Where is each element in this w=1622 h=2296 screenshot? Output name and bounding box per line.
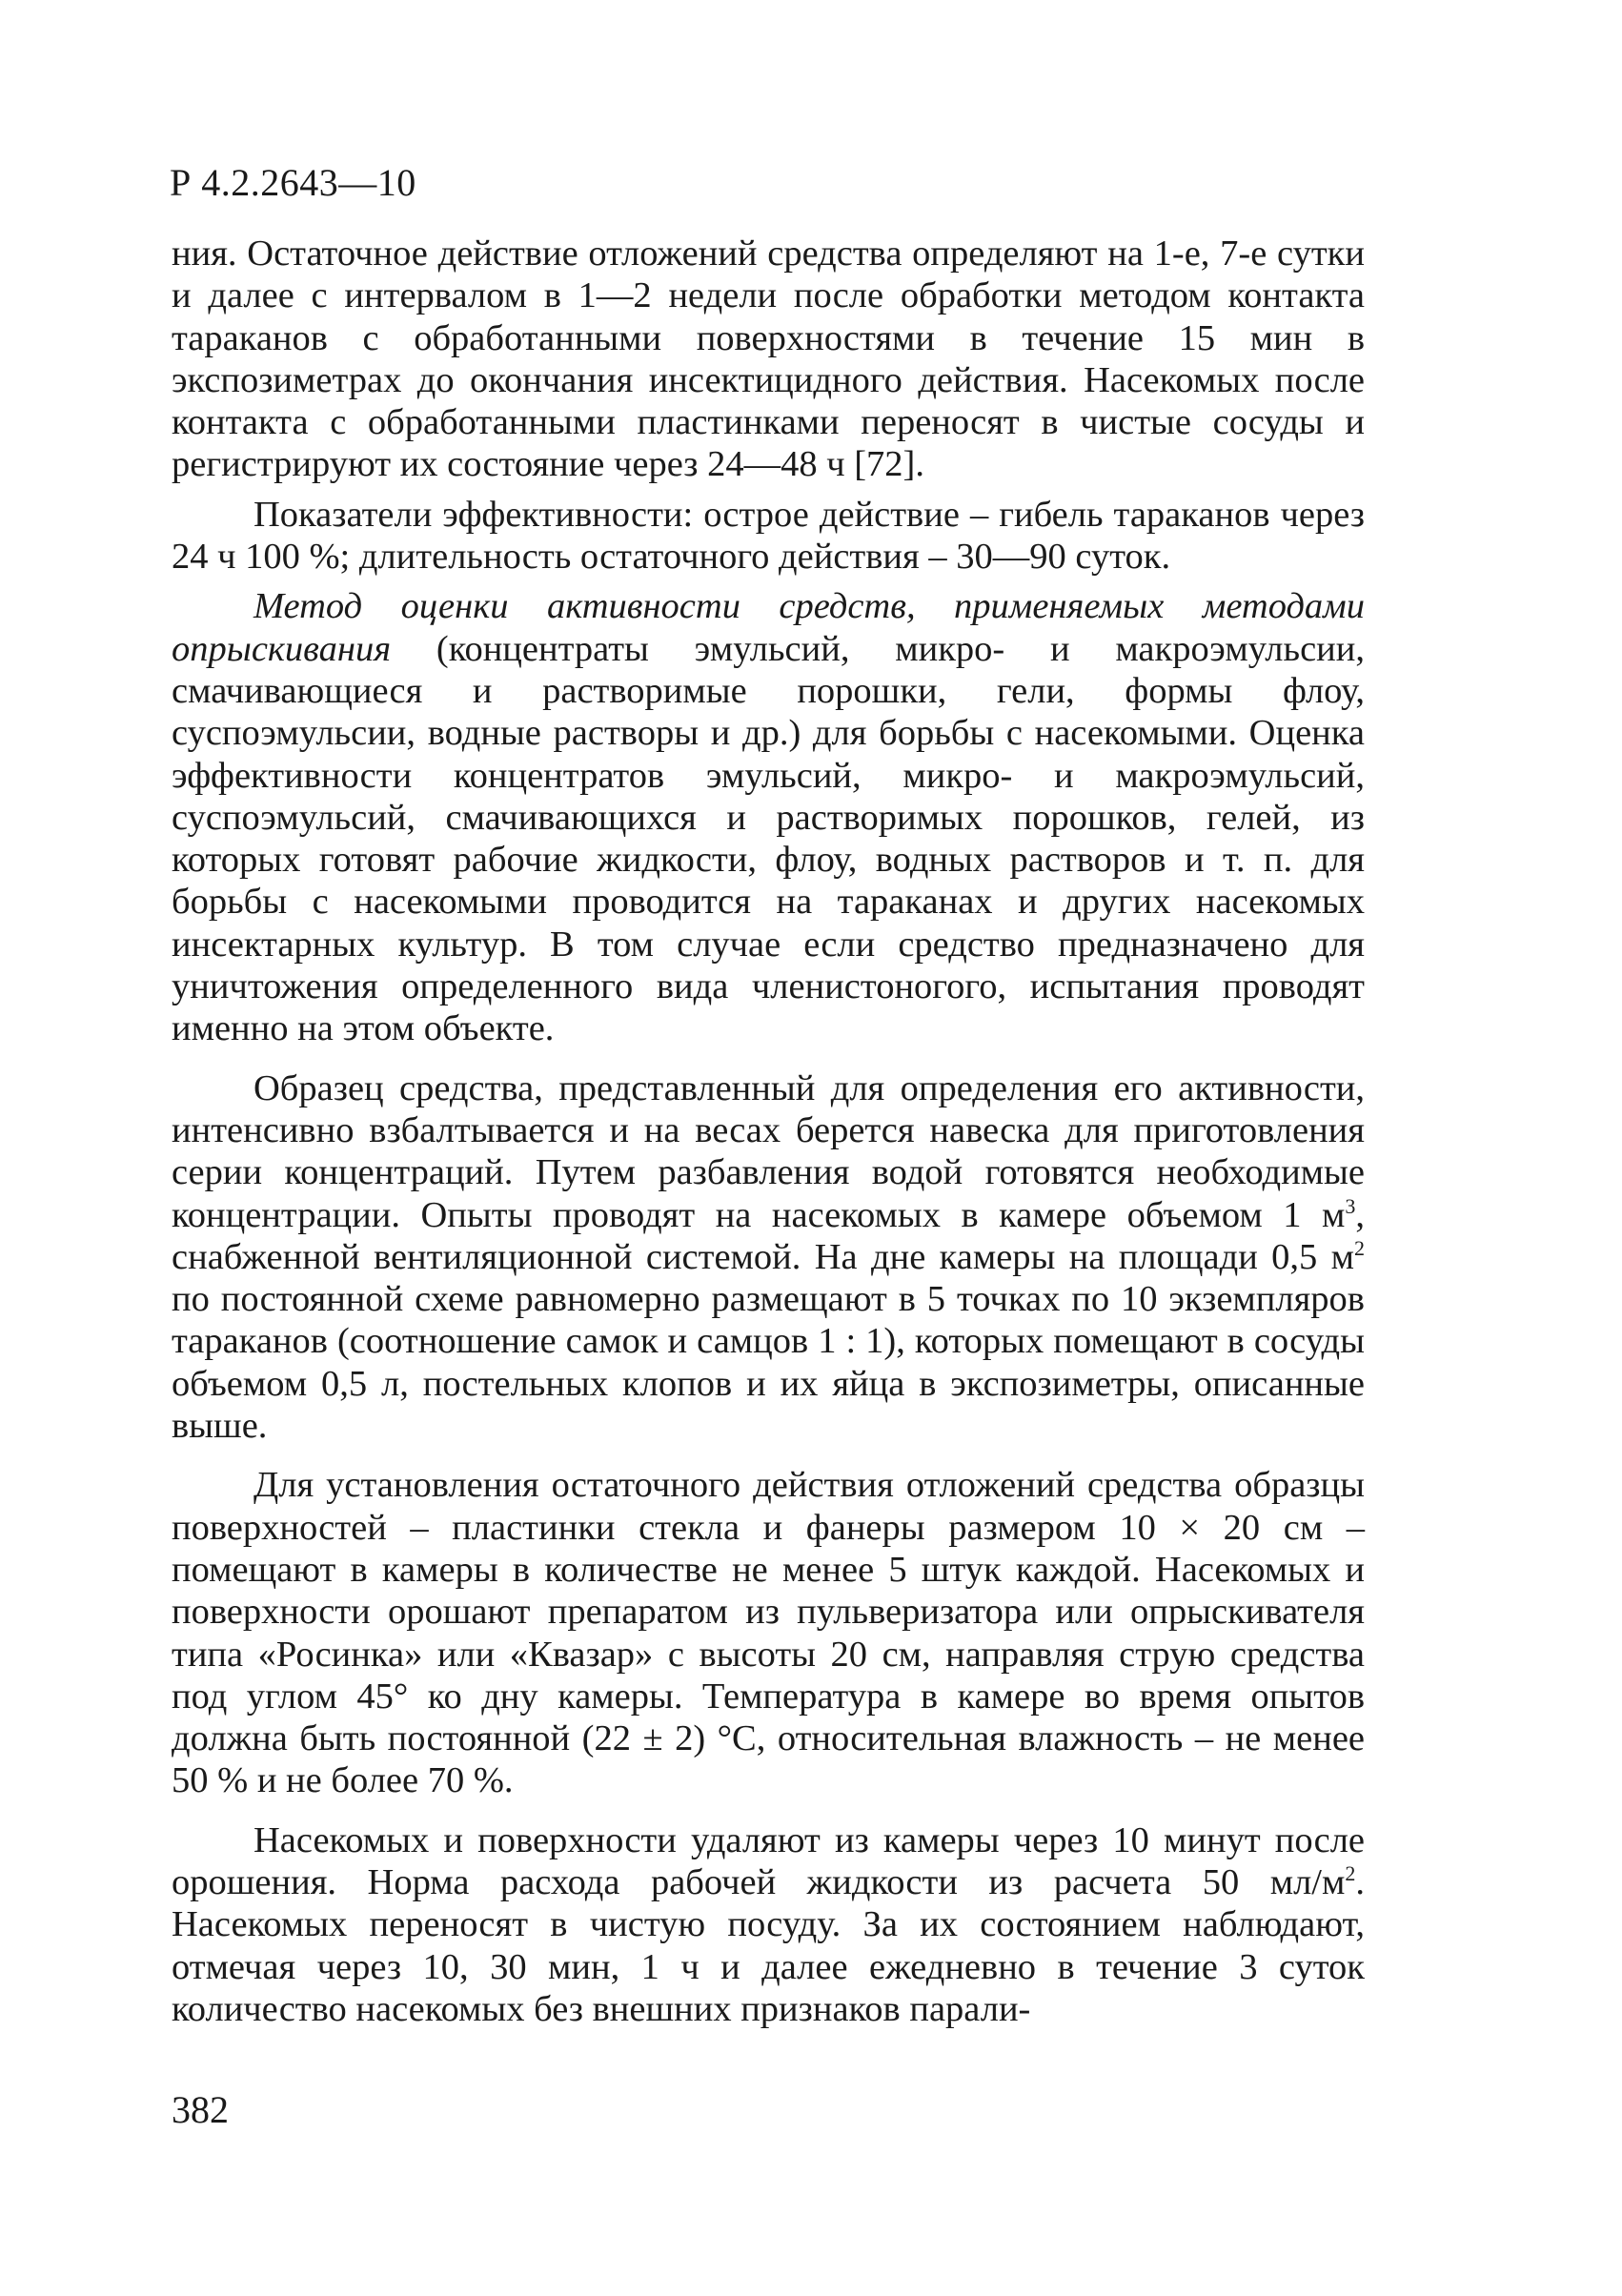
paragraph-sample-preparation <box>172 1067 1365 1448</box>
paragraph-residual-action: Для установления остаточного действия отложений средства образцы поверхностей – пластинки стекла и фанеры размером 10 × 20 см – помещают в камеры в количестве не менее 5 штук каждой. Насекомых и поверхности орошают препаратом из пульверизатора или опрыскивателя типа «Росинка» или «Квазар» с высоты 20 см, направляя струю средства под углом 45° ко дну камеры. Температура в камере во время опытов должна быть постоянной (22 ± 2) °С, относительная влажность – не менее 50 % и не более 70 %. <box>172 1465 1365 1801</box>
text-segment: , снабженной вентиляционной системой. На дне камеры на площади 0,5 м <box>172 1194 1365 1277</box>
method-description: (концентраты эмульсий, микро- и макроэмульсии, смачивающиеся и растворимые порошки, гели, формы флоу, суспоэмульсии, водные растворы и др.) для борьбы с насекомыми. Оценка эффективности концентратов эмульсий, микро- и макроэмульсий, суспоэмульсий, смачивающихся и растворимых порошков, гелей, из которых готовят рабочие жидкости, флоу, водных растворов и т. п. для борьбы с насекомыми проводится на тараканах и других насекомых инсектарных культур. В том случае если средство предназначено для уничтожения определенного вида членистоногого, испытания проводят именно на этом объекте. <box>172 628 1365 1049</box>
text-segment: . Насекомых переносят в чистую посуду. За их состоянием наблюдают, отмечая через 10, 30 мин, 1 ч и далее ежедневно в течение 3 суток количество насекомых без внешних признаков парали- <box>172 1861 1365 2029</box>
superscript-cubic: 3 <box>1345 1193 1356 1218</box>
paragraph-spraying-method <box>172 585 1365 1049</box>
document-code-header: Р 4.2.2643—10 <box>170 161 416 204</box>
method-title-italic: Метод оценки активности средств, применяемых методами опрыскивания <box>172 586 1365 669</box>
body-text <box>172 233 1365 2038</box>
text-segment: Насекомых и поверхности удаляют из камеры через 10 минут после орошения. Норма расхода рабочей жидкости из расчета 50 мл/м <box>172 1819 1365 1902</box>
superscript-square: 2 <box>1354 1236 1365 1260</box>
page-number: 382 <box>172 2088 229 2131</box>
paragraph-continuation: ния. Остаточное действие отложений средства определяют на 1-е, 7-е сутки и далее с интервалом в 1—2 недели после обработки методом контакта тараканов с обработанными поверхностями в течение 15 мин в экспозиметрах до окончания инсектицидного действия. Насекомых после контакта с обработанными пластинками переносят в чистые сосуды и регистрируют их состояние через 24—48 ч [72]. <box>172 234 1365 485</box>
paragraph-efficiency-indicators: Показатели эффективности: острое действие – гибель тараканов через 24 ч 100 %; длительность остаточного действия – 30—90 суток. <box>172 494 1365 578</box>
superscript-square: 2 <box>1345 1861 1356 1886</box>
paragraph-observation <box>172 1819 1365 2030</box>
text-segment: Образец средства, представленный для определения его активности, интенсивно взбалтывается и на весах берется навеска для приготовления серии концентраций. Путем разбавления водой готовятся необходимые концентрации. Опыты проводят на насекомых в камере объемом 1 м <box>172 1067 1365 1235</box>
text-segment: по постоянной схеме равномерно размещают в 5 точках по 10 экземпляров тараканов (соотношение самок и самцов 1 : 1), которых помещают в сосуды объемом 0,5 л, постельных клопов и их яйца в экспозиметры, описанные выше. <box>172 1279 1365 1447</box>
